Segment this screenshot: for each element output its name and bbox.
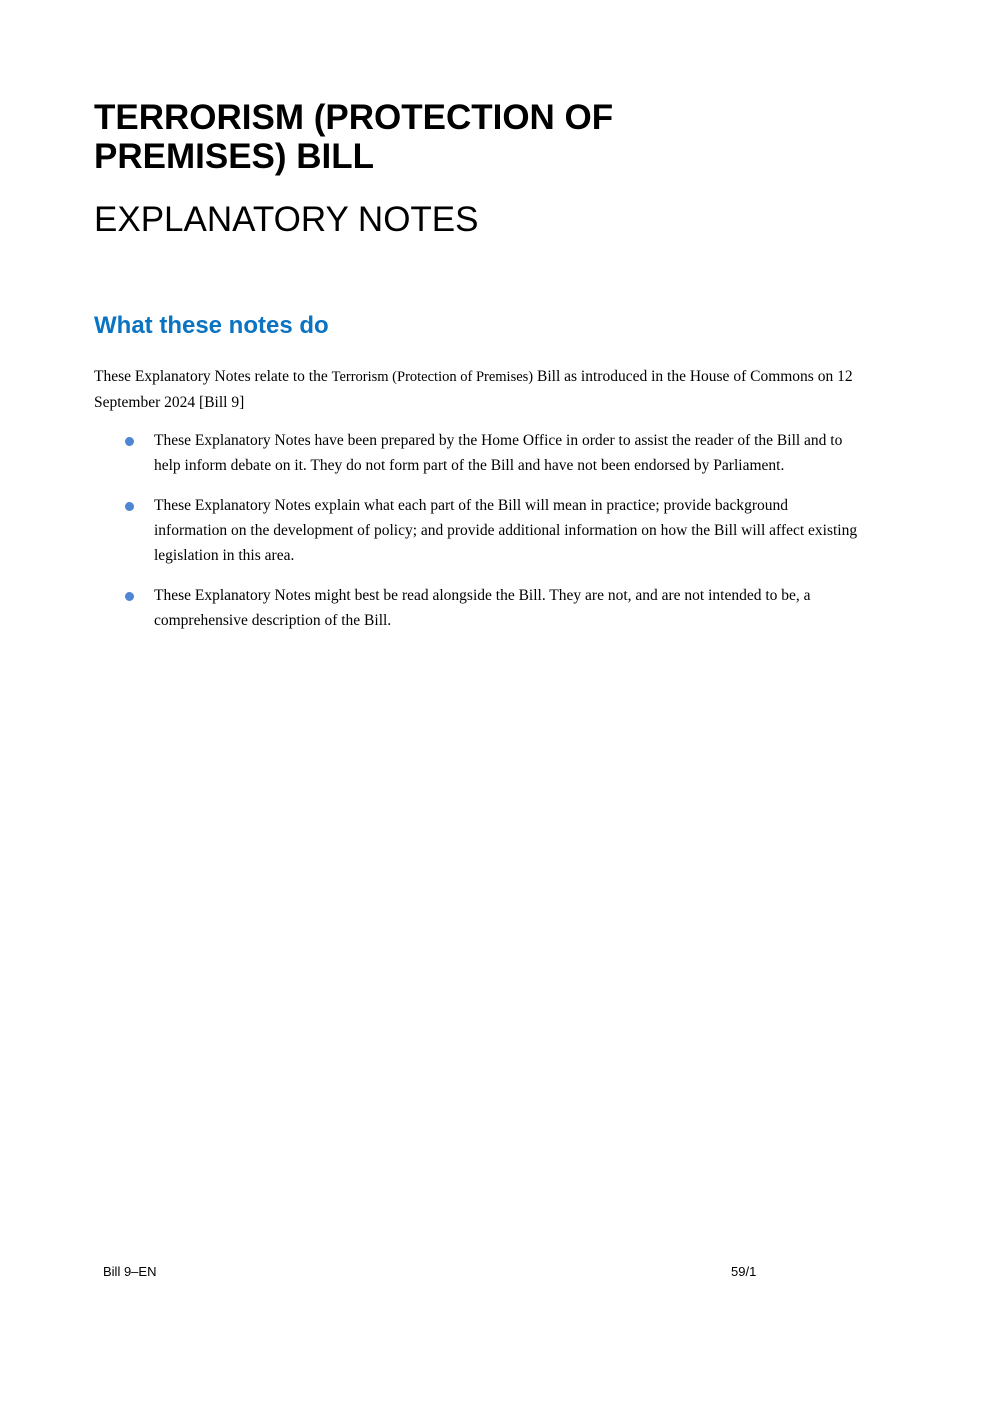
bullet-dot-icon <box>125 592 134 601</box>
bullet-dot-icon <box>125 437 134 446</box>
bullet-text: These Explanatory Notes have been prepared by the Home Office in order to assist the reader of the Bill and to help inform debate on it. They do not form part of the Bill and have not been endorsed by Parliament. <box>154 432 843 474</box>
intro-text-before: These Explanatory Notes relate to the <box>94 368 332 385</box>
intro-paragraph <box>94 364 854 415</box>
document-subtitle: EXPLANATORY NOTES <box>94 200 479 239</box>
document-title: TERRORISM (PROTECTION OF PREMISES) BILL <box>94 98 614 176</box>
bullet-text: These Explanatory Notes might best be read alongside the Bill. They are not, and are not intended to be, a comprehensive description of the Bill. <box>154 587 811 629</box>
bullet-list <box>94 428 864 648</box>
footer-bill-reference: Bill 9–EN <box>103 1264 157 1279</box>
footer-page-code: 59/1 <box>731 1264 757 1279</box>
bullet-dot-icon <box>125 502 134 511</box>
bullet-text: These Explanatory Notes explain what each part of the Bill will mean in practice; provide background information on the development of policy; and provide additional information on how the Bill will affect existing legislation in this area. <box>154 497 858 564</box>
bullet-item <box>94 493 864 568</box>
section-heading: What these notes do <box>94 312 329 339</box>
intro-text-after: Bill as introduced in the House of Commons on 12 September 2024 [Bill 9] <box>94 368 853 411</box>
intro-bill-name: Terrorism (Protection of Premises) <box>331 369 534 385</box>
bullet-item <box>94 583 864 633</box>
bullet-item <box>94 428 864 478</box>
